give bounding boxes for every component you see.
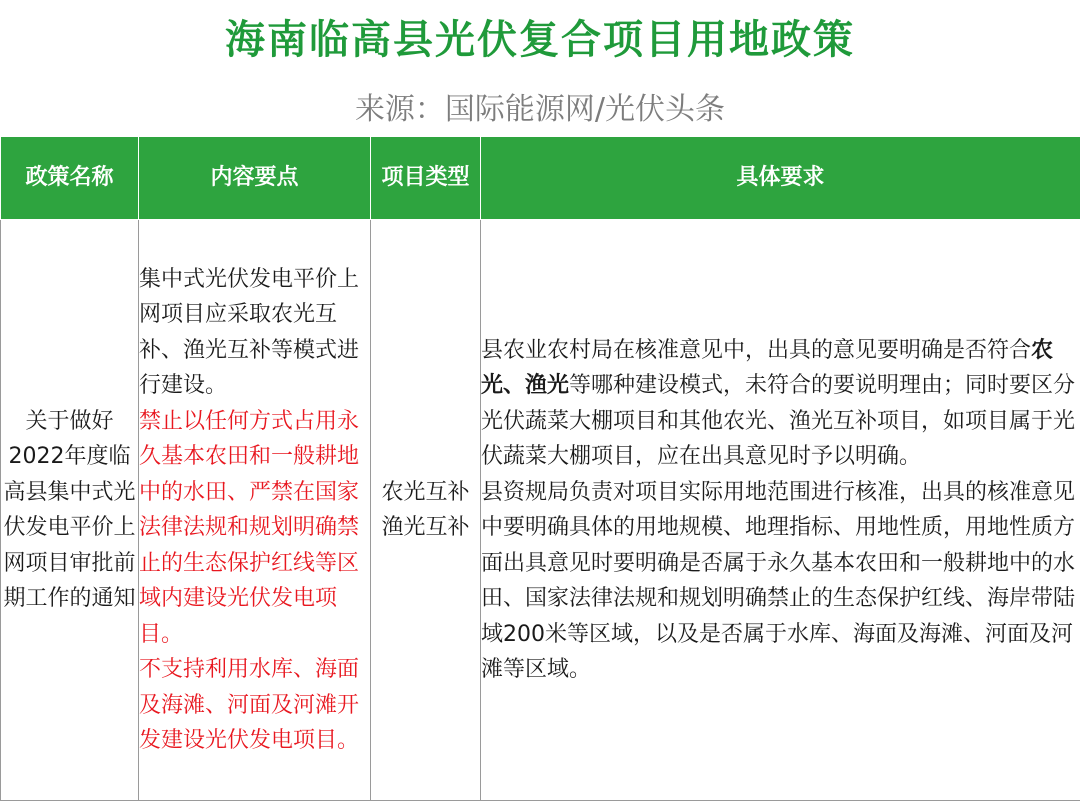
project-type-cell (371, 220, 481, 801)
header-content-points: 内容要点 (139, 137, 371, 220)
policy-name: 关于做好2022年度临高县集中式光伏发电平价上网项目审批前期工作的通知 (3, 408, 136, 611)
content-points-cell (139, 220, 371, 801)
requirement-1-text-c: 等哪种建设模式，未符合的要说明理由；同时要区分光伏蔬菜大棚项目和其他农光、渔光互补项目，如项目属于光伏蔬菜大棚项目，应在出具意见时予以明确。 (481, 373, 1076, 469)
requirement-1 (481, 333, 1080, 475)
content-point-1: 集中式光伏发电平价上网项目应采取农光互补、渔光互补等模式进行建设。 (139, 266, 360, 398)
table-row (1, 220, 1080, 801)
requirement-2: 县资规局负责对项目实际用地范围进行核准，出具的核准意见中要明确具体的用地规模、地理指标、用地性质，用地性质方面出具意见时要明确是否属于永久基本农田和一般耕地中的水田、国家法律法规和规划明确禁止的生态保护红线、海岸带陆域200米等区域，以及是否属于水库、海面及海滩、河面及河滩等区域。 (481, 479, 1076, 682)
content-point-3: 不支持利用水库、海面及海滩、河面及河滩开发建设光伏发电项目。 (139, 657, 360, 753)
header-policy-name: 政策名称 (1, 137, 139, 220)
project-type-agri: 农光互补 (381, 479, 470, 505)
content-point-2: 禁止以任何方式占用永久基本农田和一般耕地中的水田、严禁在国家法律法规和规划明确禁止的生态保护红线等区域内建设光伏发电项目。 (139, 408, 360, 647)
policy-table (0, 136, 1080, 801)
requirement-1-bold: 农光、渔光 (481, 337, 1054, 398)
requirements-cell (481, 220, 1080, 801)
header-project-type: 项目类型 (371, 137, 481, 220)
page-title: 海南临高县光伏复合项目用地政策 (225, 17, 855, 63)
table-header-row (1, 137, 1080, 220)
source-subtitle: 来源：国际能源网/光伏头条 (354, 92, 726, 127)
requirement-1-text-a: 县农业农村局在核准意见中，出具的意见要明确是否符合 (481, 337, 1032, 363)
project-type-fishery: 渔光互补 (381, 515, 470, 540)
header-requirements: 具体要求 (481, 137, 1080, 220)
policy-name-cell (1, 220, 139, 801)
